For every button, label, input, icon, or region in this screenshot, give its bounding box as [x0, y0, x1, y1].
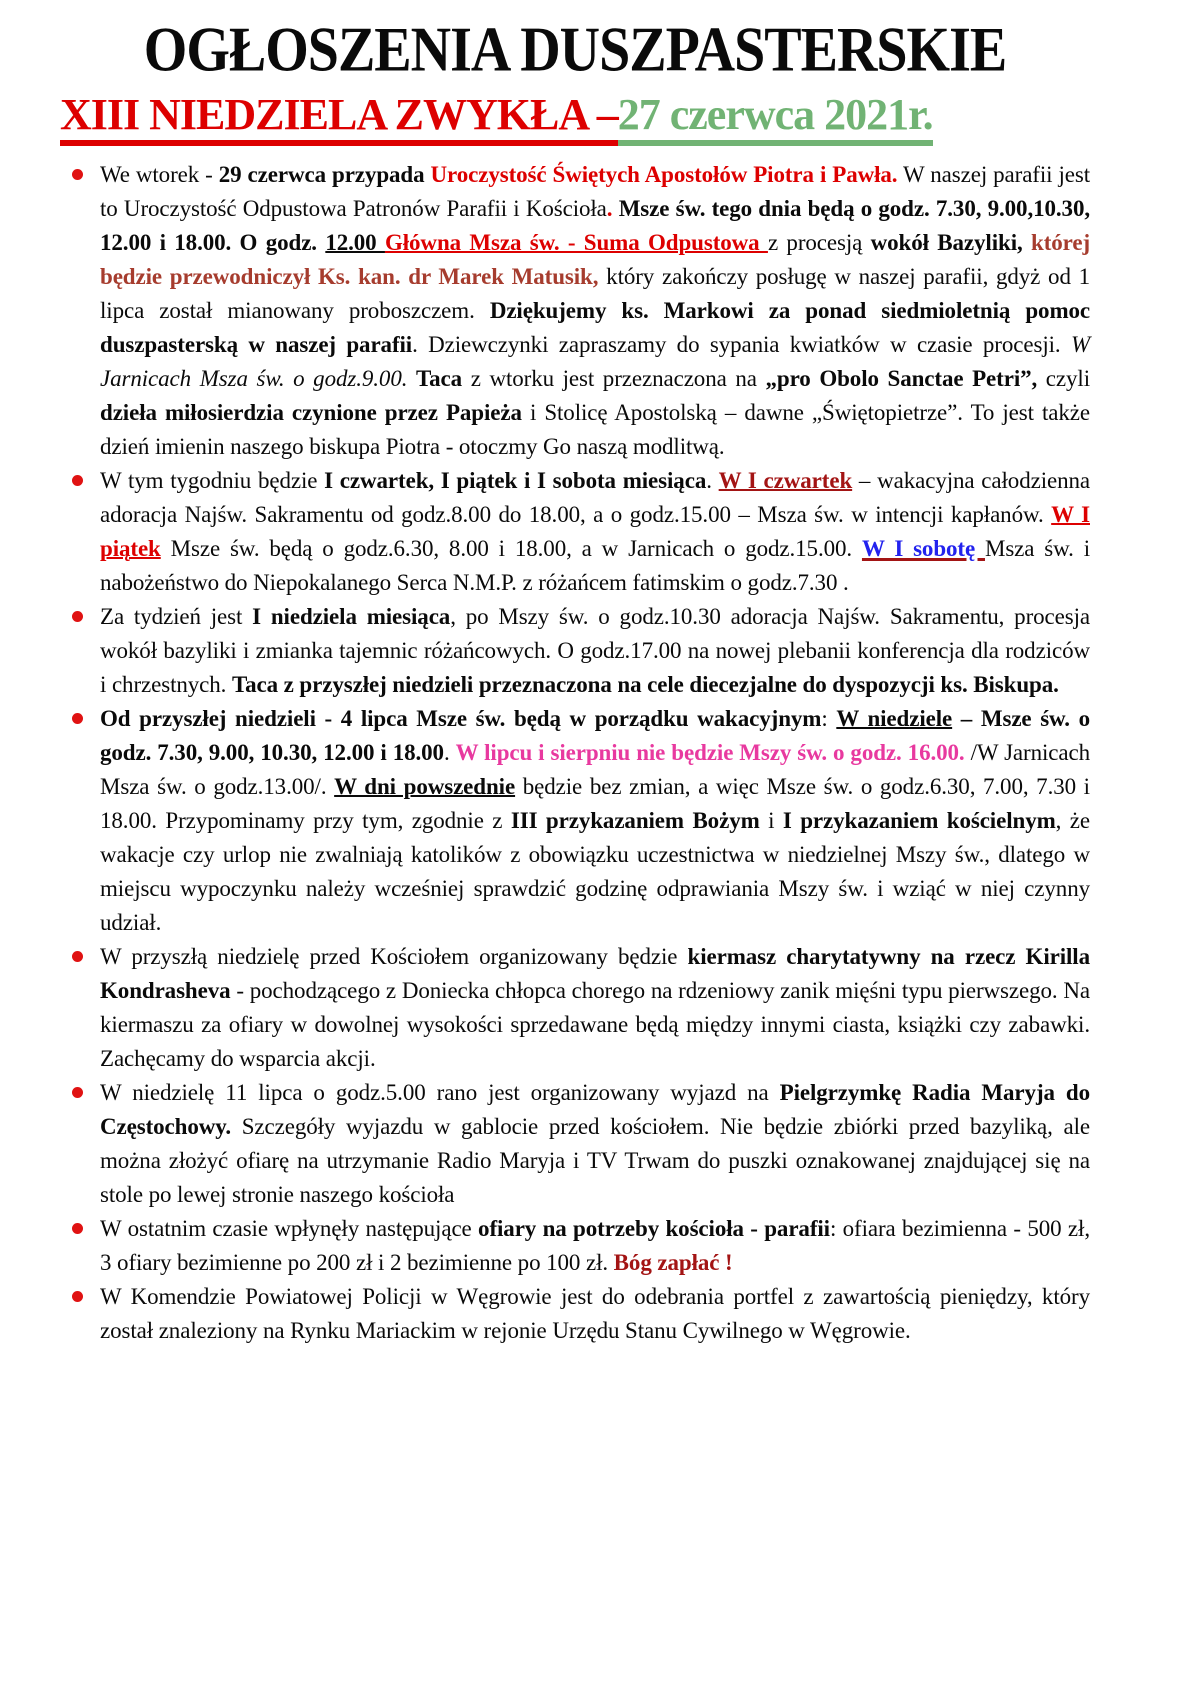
text-segment: Pielgrzymkę Radia Maryja do Częstochowy.: [100, 1080, 1090, 1139]
text-segment: .: [706, 468, 719, 493]
text-segment: Dziękujemy ks. Markowi za ponad siedmioletnią pomoc duszpasterską w naszej parafii: [100, 298, 1091, 357]
text-segment: Msze św. tego dnia będą o godz. 7.30, 9.00,10.30, 12.00 i 18.00. O godz.: [100, 196, 1091, 255]
text-segment: ofiary na potrzeby kościoła - parafii: [478, 1216, 830, 1241]
text-segment: W ostatnim czasie wpłynęły następujące: [100, 1216, 479, 1241]
announcement-item: [100, 1076, 1090, 1212]
text-segment: W niedzielę 11 lipca o godz.5.00 rano jest organizowany wyjazd na: [100, 1080, 780, 1105]
text-segment: kiermasz charytatywny na rzecz Kirilla Kondrasheva: [100, 944, 1090, 1003]
document-header: [60, 14, 1090, 142]
text-segment: który zakończy posługę w naszej parafii, gdyż od 1 lipca został mianowany proboszczem.: [100, 264, 1090, 323]
text-segment: . Dziewczynki zapraszamy do sypania kwiatków w czasie procesji.: [412, 332, 1071, 357]
text-segment: : ofiara bezimienna - 500 zł, 3 ofiary bezimienne po 200 zł i 2 bezimienne po 100 zł.: [100, 1216, 1090, 1275]
text-segment: 12.00: [325, 230, 385, 255]
text-segment: „pro Obolo Sanctae Petri”,: [765, 366, 1038, 391]
subtitle-date-label: 27 czerwca 2021r.: [618, 90, 933, 146]
text-segment: III przykazaniem Bożym: [510, 808, 760, 833]
bullet-icon: [72, 951, 83, 962]
text-segment: i Stolicę Apostolską – dawne „Świętopietrze”. To jest także dzień imienin naszego biskupa Piotra - otoczmy Go naszą modlitwą.: [100, 400, 1090, 459]
text-segment: I niedziela miesiąca: [252, 604, 451, 629]
text-segment: będzie bez zmian, a więc Msze św. o godz.6.30, 7.00, 7.30 i 18.00. Przypominamy przy tym, zgodnie z: [100, 774, 1090, 833]
page-title: [60, 14, 1090, 86]
bullet-icon: [72, 169, 83, 180]
text-segment: Uroczystość Świętych Apostołów Piotra i Pawła.: [430, 162, 898, 187]
text-segment: i: [759, 808, 783, 833]
text-segment: W naszej parafii jest to Uroczystość Odpustowa Patronów Parafii i Kościoła: [100, 162, 1090, 221]
bullet-icon: [72, 1291, 83, 1302]
text-segment: , że wakacje czy urlop nie zwalniają katolików z obowiązku uczestnictwa w niedzielnej Mszy św., dlatego w miejscu wypoczynku należy wcześniej sprawdzić godzinę odprawiania Mszy św. i wziąć w niej czynny udział.: [100, 808, 1090, 935]
text-segment: - pochodzącego z Doniecka chłopca chorego na rdzeniowy zanik mięśni typu pierwszego. Na kiermaszu za ofiary w dowolnej wysokości sprzedawane będą między innymi ciasta, książki czy zabawki. Zachęcamy do wsparcia akcji.: [100, 978, 1090, 1071]
text-segment: Taca z przyszłej niedzieli przeznaczona na cele diecezjalne do dyspozycji ks. Biskupa.: [231, 672, 1059, 697]
text-segment: –: [952, 706, 981, 731]
text-segment: I przykazaniem kościelnym: [782, 808, 1056, 833]
text-segment: W I sobotę: [861, 536, 985, 561]
text-segment: Msze św. o godz. 7.30, 9.00, 10.30, 12.00 i 18.00: [100, 706, 1090, 765]
text-segment: W dni powszednie: [334, 774, 516, 799]
announcements-list: [100, 158, 1090, 1348]
text-segment: dzieła miłosierdzia czynione przez Papieża: [100, 400, 522, 425]
text-segment: We wtorek -: [100, 162, 219, 187]
text-segment: /W Jarnicach Msza św. o godz.13.00/.: [100, 740, 1091, 799]
text-segment: , po Mszy św. o godz.10.30 adoracja Najśw. Sakramentu, procesja wokół bazyliki i zmianka tajemnic różańcowych. O godz.17.00 na nowej plebanii konferencja dla rodziców i chrzestnych.: [100, 604, 1090, 697]
text-segment: Msza św. i nabożeństwo do Niepokalanego Serca N.M.P. z różańcem fatimskim o godz.7.30 .: [100, 536, 1091, 595]
bullet-icon: [72, 1223, 83, 1234]
text-segment: :: [821, 706, 837, 731]
text-segment: W Jarnicach Msza św. o godz.9.00.: [100, 332, 1090, 391]
announcement-item: [100, 464, 1090, 600]
text-segment: – wakacyjna całodzienna adoracja Najśw. Sakramentu od godz.8.00 do 18.00, a o godz.15.00 – Msza św. w intencji kapłanów.: [100, 468, 1091, 527]
text-segment: .: [606, 196, 613, 221]
announcement-item: [100, 702, 1090, 940]
text-segment: Bóg zapłać !: [613, 1250, 733, 1275]
announcement-item: [100, 600, 1090, 702]
text-segment: W I czwartek: [718, 468, 853, 493]
text-segment: wokół Bazyliki,: [870, 230, 1031, 255]
text-segment: Msze św. będą o godz.6.30, 8.00 i 18.00, a w Jarnicach o godz.15.00.: [160, 536, 862, 561]
text-segment: W Komendzie Powiatowej Policji w Węgrowie jest do odebrania portfel z zawartością pieniędzy, który został znaleziony na Rynku Mariackim w rejonie Urzędu Stanu Cywilnego w Węgrowie.: [100, 1284, 1090, 1343]
text-segment: W lipcu i sierpniu nie będzie Mszy św. o godz. 16.00.: [455, 740, 965, 765]
text-segment: z procesją: [767, 230, 871, 255]
text-segment: 29 czerwca przypada: [218, 162, 431, 187]
text-segment: Szczegóły wyjazdu w gablocie przed kościołem. Nie będzie zbiórki przed bazyliką, ale można złożyć ofiarę na utrzymanie Radio Maryja i TV Trwam do puszki oznakowanej znajdującej się na stole po lewej stronie naszego kościoła: [100, 1114, 1090, 1207]
text-segment: W przyszłą niedzielę przed Kościołem organizowany będzie: [100, 944, 688, 969]
announcement-item: [100, 158, 1090, 464]
page-title-text: OGŁOSZENIA DUSZPASTERSKIE: [143, 14, 1007, 86]
text-segment: Od przyszłej niedzieli - 4 lipca Msze św. będą w porządku wakacyjnym: [100, 706, 822, 731]
text-segment: .: [443, 740, 456, 765]
announcement-item: [100, 1212, 1090, 1280]
announcements-section: [60, 158, 1090, 1348]
text-segment: czyli: [1037, 366, 1090, 391]
announcement-item: [100, 1280, 1090, 1348]
text-segment: W tym tygodniu będzie: [100, 468, 325, 493]
bullet-icon: [72, 1087, 83, 1098]
text-segment: [407, 366, 416, 391]
bullet-icon: [72, 475, 83, 486]
text-segment: której będzie przewodniczył Ks. kan. dr Marek Matusik,: [100, 230, 1091, 289]
text-segment: Za tydzień jest: [100, 604, 253, 629]
bullet-icon: [72, 611, 83, 622]
bullet-icon: [72, 713, 83, 724]
text-segment: Główna Msza św. - Suma Odpustowa: [384, 230, 768, 255]
text-segment: W I piątek: [100, 502, 1090, 561]
subtitle-sunday-label: XIII NIEDZIELA ZWYKŁA –: [60, 90, 618, 146]
text-segment: W niedziele: [836, 706, 953, 731]
text-segment: z wtorku jest przeznaczona na: [462, 366, 766, 391]
text-segment: I czwartek, I piątek i I sobota miesiąca: [324, 468, 707, 493]
text-segment: Taca: [416, 366, 463, 391]
page-subtitle: [60, 88, 1090, 142]
announcement-item: [100, 940, 1090, 1076]
